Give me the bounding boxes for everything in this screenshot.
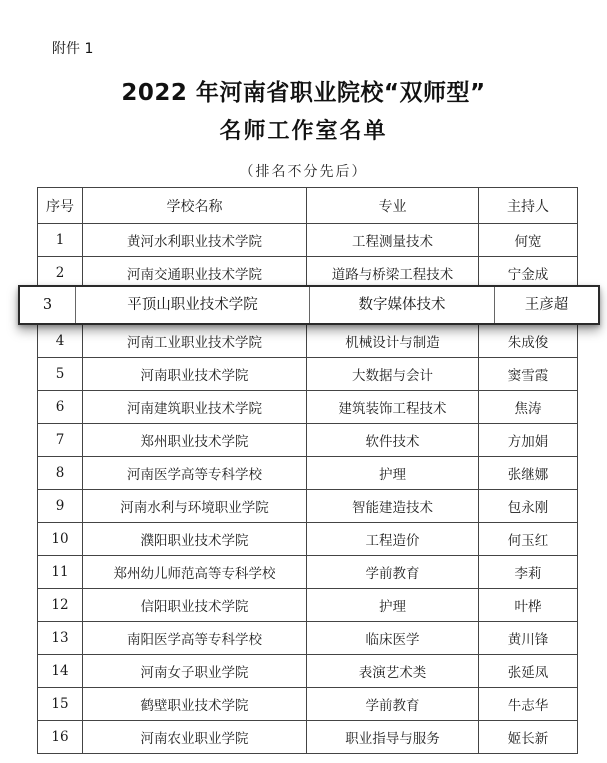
table-row: [38, 523, 578, 556]
row-school: 河南女子职业学院: [83, 655, 307, 688]
row-no: 12: [38, 589, 83, 622]
row-major: 护理: [307, 457, 479, 490]
row-major: 临床医学: [307, 622, 479, 655]
row-host: 姬长新: [479, 721, 578, 754]
document-title-line-1: 2022 年河南省职业院校“双师型”: [121, 80, 486, 106]
row-major: 建筑装饰工程技术: [307, 391, 479, 424]
row-school: 郑州幼儿师范高等专科学校: [83, 556, 307, 589]
row-school: 河南农业职业学院: [83, 721, 307, 754]
row-host: 叶桦: [479, 589, 578, 622]
row-school: 郑州职业技术学院: [83, 424, 307, 457]
highlighted-row: [18, 285, 600, 325]
row-no: 5: [38, 358, 83, 391]
table-row: [38, 655, 578, 688]
table-row: [38, 721, 578, 754]
table-row: [38, 589, 578, 622]
row-no: 16: [38, 721, 83, 754]
table-row: [38, 622, 578, 655]
row-no: 3: [42, 297, 53, 313]
table-row: [38, 325, 578, 358]
row-major: 大数据与会计: [307, 358, 479, 391]
row-host: 王彦超: [524, 297, 569, 313]
row-major: 工程造价: [307, 523, 479, 556]
header-no: 序号: [38, 188, 83, 224]
table-header-row: [38, 188, 578, 224]
table-row: [38, 688, 578, 721]
header-major: 专业: [307, 188, 479, 224]
row-school: 河南建筑职业技术学院: [83, 391, 307, 424]
row-no: 7: [38, 424, 83, 457]
row-major: 道路与桥梁工程技术: [307, 257, 479, 290]
document-title-line-2: 名师工作室名单: [219, 119, 388, 144]
row-host: 焦涛: [479, 391, 578, 424]
row-major: 学前教育: [307, 688, 479, 721]
row-school: 濮阳职业技术学院: [83, 523, 307, 556]
row-school: 南阳医学高等专科学校: [83, 622, 307, 655]
row-no: 4: [38, 325, 83, 358]
row-host: 何宽: [479, 224, 578, 257]
table-row: [38, 224, 578, 257]
row-host: 朱成俊: [479, 325, 578, 358]
row-host: 宁金成: [479, 257, 578, 290]
row-school: 信阳职业技术学院: [83, 589, 307, 622]
row-major: 软件技术: [307, 424, 479, 457]
row-host: 李莉: [479, 556, 578, 589]
table-row: [38, 556, 578, 589]
row-no: 13: [38, 622, 83, 655]
row-host: 包永刚: [479, 490, 578, 523]
row-no: 11: [38, 556, 83, 589]
row-host: 黄川锋: [479, 622, 578, 655]
row-host: 何玉红: [479, 523, 578, 556]
table-row: [38, 358, 578, 391]
row-no: 14: [38, 655, 83, 688]
row-no: 8: [38, 457, 83, 490]
row-school: 黄河水利职业技术学院: [83, 224, 307, 257]
row-host: 张继娜: [479, 457, 578, 490]
row-major: 表演艺术类: [307, 655, 479, 688]
row-school: 河南工业职业技术学院: [83, 325, 307, 358]
row-no: 6: [38, 391, 83, 424]
row-school: 河南医学高等专科学校: [83, 457, 307, 490]
row-major: 机械设计与制造: [307, 325, 479, 358]
row-school: 河南水利与环境职业学院: [83, 490, 307, 523]
row-major: 智能建造技术: [307, 490, 479, 523]
row-school: 平顶山职业技术学院: [127, 297, 258, 313]
row-host: 方加娟: [479, 424, 578, 457]
row-major: 护理: [307, 589, 479, 622]
table-row: [38, 391, 578, 424]
row-no: 9: [38, 490, 83, 523]
row-school: 河南职业技术学院: [83, 358, 307, 391]
table-row: [38, 424, 578, 457]
header-school: 学校名称: [83, 188, 307, 224]
header-host: 主持人: [479, 188, 578, 224]
document-subtitle: （排名不分先后）: [239, 164, 368, 180]
row-major: 职业指导与服务: [307, 721, 479, 754]
row-major: 数字媒体技术: [358, 297, 446, 313]
table-row: [38, 490, 578, 523]
table-row: [38, 457, 578, 490]
row-host: 牛志华: [479, 688, 578, 721]
row-major: 工程测量技术: [307, 224, 479, 257]
row-no: 15: [38, 688, 83, 721]
row-school: 鹤壁职业技术学院: [83, 688, 307, 721]
attachment-label: 附件 1: [52, 41, 94, 57]
row-school: 河南交通职业技术学院: [83, 257, 307, 290]
row-no: 1: [38, 224, 83, 257]
studio-list-table: [37, 187, 578, 754]
row-no: 10: [38, 523, 83, 556]
row-host: 窦雪霞: [479, 358, 578, 391]
row-no: 2: [38, 257, 83, 290]
row-host: 张延凤: [479, 655, 578, 688]
row-major: 学前教育: [307, 556, 479, 589]
